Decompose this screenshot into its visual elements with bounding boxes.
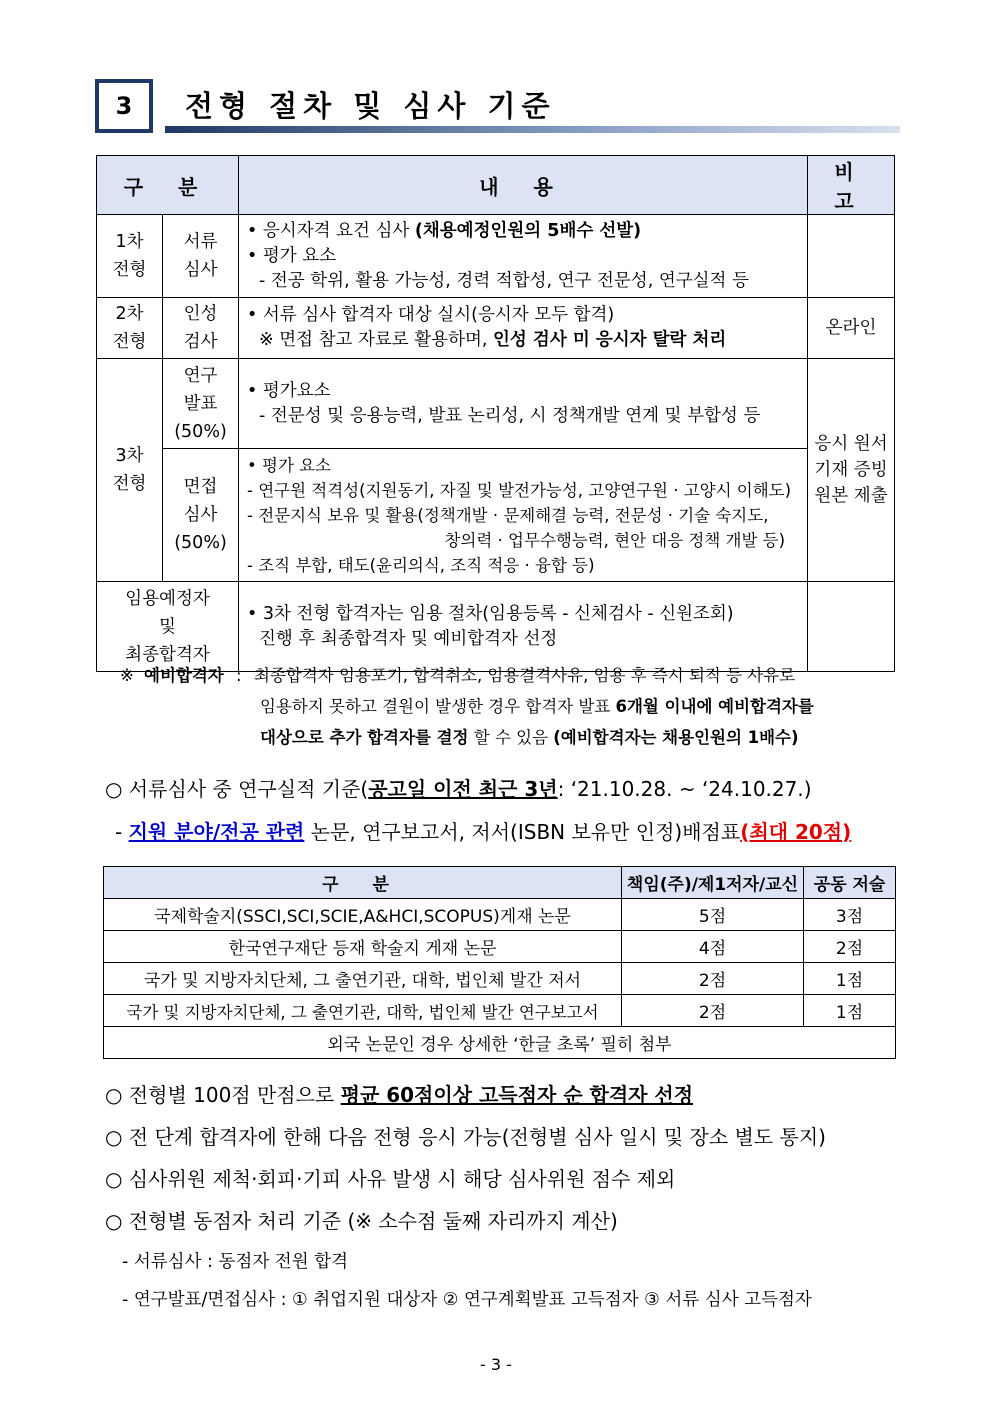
content-emphasis: 인성 검사 미 응시자 탈락 처리 <box>493 330 727 350</box>
rule-text: ○ 전형별 100점 만점으로 <box>105 1083 341 1107</box>
remarks-cell <box>808 582 895 672</box>
stage-content: • 평가요소 - 전문성 및 응용능력, 발표 논리성, 시 정책개발 연계 및 부합성 등 <box>239 359 808 449</box>
stage-content: • 평가 요소 - 연구원 적격성(지원동기, 자질 및 발전가능성, 고양연구원 · 고양시 이해도) - 전문지식 보유 및 활용(정책개발 · 문제해결 능력, 전문성 · 기술 숙지도, 창의력 · 업무수행능력, 현안 대응 정책 개발 등) - 조직 부합, 태도(윤리의식, 조직 적응 · 융합 등) <box>239 449 808 582</box>
co-score: 1점 <box>804 995 896 1027</box>
lead-score: 2점 <box>622 995 804 1027</box>
section-number-box <box>95 79 153 133</box>
stage-label: 2차 전형 <box>97 298 163 359</box>
note-line: 임용하지 못하고 결원이 발생한 경우 합격자 발표 <box>260 697 616 716</box>
tie-break-rules <box>122 1243 902 1319</box>
table-row <box>97 449 895 582</box>
rule-text: ○ 전형별 동점자 처리 기준 (※ 소수점 둘째 자리까지 계산) <box>105 1209 618 1233</box>
section-number: 3 <box>115 92 133 120</box>
note-line: 할 수 있음 <box>468 728 554 747</box>
note-emphasis: 6개월 이내에 예비합격자를 <box>615 697 814 716</box>
table-row <box>104 995 896 1027</box>
publication-type: 국가 및 지방자치단체, 그 출연기관, 대학, 법인체 발간 연구보고서 <box>104 995 622 1027</box>
table-footnote: 외국 논문인 경우 상세한 ‘한글 초록’ 필히 첨부 <box>104 1027 896 1059</box>
content-line: ※ 면접 참고 자료로 활용하며, <box>259 330 494 350</box>
note-line: 최종합격자 임용포기, 합격취소, 임용결격사유, 임용 후 즉시 퇴직 등 사유로 <box>254 666 796 685</box>
stage-label: 1차 전형 <box>97 215 163 298</box>
co-score: 1점 <box>804 963 896 995</box>
selection-rules <box>105 1074 905 1242</box>
publication-type: 국제학술지(SSCI,SCI,SCIE,A&HCI,SCOPUS)게재 논문 <box>104 899 622 931</box>
content-line: - 조직 부합, 태도(윤리의식, 조직 적응 · 융합 등) <box>247 555 595 575</box>
publication-type: 국가 및 지방자치단체, 그 출연기관, 대학, 법인체 발간 저서 <box>104 963 622 995</box>
content-emphasis: (채용예정인원의 5배수 선발) <box>414 220 642 241</box>
lead-score: 5점 <box>622 899 804 931</box>
table-row <box>104 963 896 995</box>
sub-stage-label: 면접 심사 (50%) <box>163 449 239 582</box>
note-mark: ※ <box>120 666 134 685</box>
lead-score: 2점 <box>622 963 804 995</box>
score-text: 논문, 연구보고서, 저서(ISBN 보유만 인정)배점표 <box>304 820 741 844</box>
stage-content: • 서류 심사 합격자 대상 실시(응시자 모두 합격) ※ 면접 참고 자료로 활용하며, 인성 검사 미 응시자 탈락 처리 <box>239 298 808 359</box>
stage-label: 3차 전형 <box>97 359 163 582</box>
table-row <box>104 899 896 931</box>
header-co-author: 공동 저술 <box>804 867 896 899</box>
research-score-table <box>103 866 896 1059</box>
content-line: 창의력 · 업무수행능력, 현안 대응 정책 개발 등) <box>444 530 786 550</box>
table-row <box>97 298 895 359</box>
table-row <box>97 215 895 298</box>
header-category: 구 분 <box>97 156 239 215</box>
content-line: - 전공 학위, 활용 가능성, 경력 적합성, 연구 전문성, 연구실적 등 <box>259 270 749 291</box>
co-score: 2점 <box>804 931 896 963</box>
content-line: 평가 요소 <box>262 455 332 475</box>
score-dash: - <box>115 820 129 844</box>
header-content: 내 용 <box>239 156 808 215</box>
reserve-note <box>120 660 900 753</box>
header-remarks: 비 고 <box>808 156 895 215</box>
content-line: - 전문성 및 응용능력, 발표 논리성, 시 정책개발 연계 및 부합성 등 <box>259 405 761 426</box>
remarks-cell: 온라인 <box>808 298 895 359</box>
content-line: 3차 전형 합격자는 임용 절차(임용등록 - 신체검사 - 신원조회) <box>262 603 734 624</box>
note-label: 예비합격자 <box>144 666 224 685</box>
remarks-cell: 응시 원서 기재 증빙 원본 제출 <box>808 359 895 582</box>
stage-content: • 3차 전형 합격자는 임용 절차(임용등록 - 신체검사 - 신원조회) 진행 후 최종합격자 및 예비합격자 선정 <box>239 582 808 672</box>
content-line: 평가 요소 <box>262 245 337 266</box>
table-header-row <box>97 156 895 215</box>
content-line: - 전문지식 보유 및 활용(정책개발 · 문제해결 능력, 전문성 · 기술 숙지도, <box>247 505 769 525</box>
content-line: - 연구원 적격성(지원동기, 자질 및 발전가능성, 고양연구원 · 고양시 이해도) <box>247 480 792 500</box>
research-criteria <box>105 774 885 805</box>
score-field-emphasis: 지원 분야/전공 관련 <box>128 820 305 844</box>
table-row <box>104 931 896 963</box>
section-title: 전형 절차 및 심사 기준 <box>185 89 556 123</box>
sub-stage-label: 연구 발표 (50%) <box>163 359 239 449</box>
content-line: 응시자격 요건 심사 <box>262 220 410 241</box>
note-emphasis: (예비합격자는 채용인원의 1배수) <box>553 728 799 747</box>
criteria-text: ○ 서류심사 중 연구실적 기준( <box>105 777 369 801</box>
header-category: 구 분 <box>104 867 622 899</box>
lead-score: 4점 <box>622 931 804 963</box>
research-score-title <box>115 817 895 848</box>
content-line: 평가요소 <box>262 380 331 401</box>
rule-text: ○ 심사위원 제척·회피·기피 사유 발생 시 해당 심사위원 점수 제외 <box>105 1167 676 1191</box>
table-row <box>104 1027 896 1059</box>
criteria-period: : ‘21.10.28. ~ ‘24.10.27.) <box>557 777 812 801</box>
rule-emphasis: 평균 60점이상 고득점자 순 합격자 선정 <box>340 1083 694 1107</box>
stage-label: 임용예정자 및 최종합격자 <box>97 582 239 672</box>
score-max-emphasis: (최대 20점) <box>740 820 852 844</box>
criteria-emphasis: 공고일 이전 최근 3년 <box>368 777 558 801</box>
tie-rule: - 서류심사 : 동점자 전원 합격 <box>122 1252 348 1272</box>
content-line: 진행 후 최종합격자 및 예비합격자 선정 <box>259 628 558 649</box>
stage-content: • 응시자격 요건 심사 (채용예정인원의 5배수 선발) • 평가 요소 - 전공 학위, 활용 가능성, 경력 적합성, 연구 전문성, 연구실적 등 <box>239 215 808 298</box>
table-row <box>97 359 895 449</box>
tie-rule: - 연구발표/면접심사 : ① 취업지원 대상자 ② 연구계획발표 고득점자 ③ 서류 심사 고득점자 <box>122 1290 812 1310</box>
table-header-row <box>104 867 896 899</box>
selection-procedure-table <box>96 155 895 672</box>
co-score: 3점 <box>804 899 896 931</box>
section-underline <box>165 126 900 133</box>
table-row <box>97 582 895 672</box>
rule-text: ○ 전 단계 합격자에 한해 다음 전형 응시 가능(전형별 심사 일시 및 장소 별도 통지) <box>105 1125 826 1149</box>
note-emphasis: 대상으로 추가 합격자를 결정 <box>260 728 469 747</box>
sub-stage-label: 인성 검사 <box>163 298 239 359</box>
header-lead-author: 책임(주)/제1저자/교신 <box>622 867 804 899</box>
remarks-cell <box>808 215 895 298</box>
note-colon: : <box>236 666 242 685</box>
content-line: 서류 심사 합격자 대상 실시(응시자 모두 합격) <box>262 305 615 325</box>
sub-stage-label: 서류 심사 <box>163 215 239 298</box>
page-number: - 3 - <box>480 1355 512 1374</box>
publication-type: 한국연구재단 등재 학술지 게재 논문 <box>104 931 622 963</box>
